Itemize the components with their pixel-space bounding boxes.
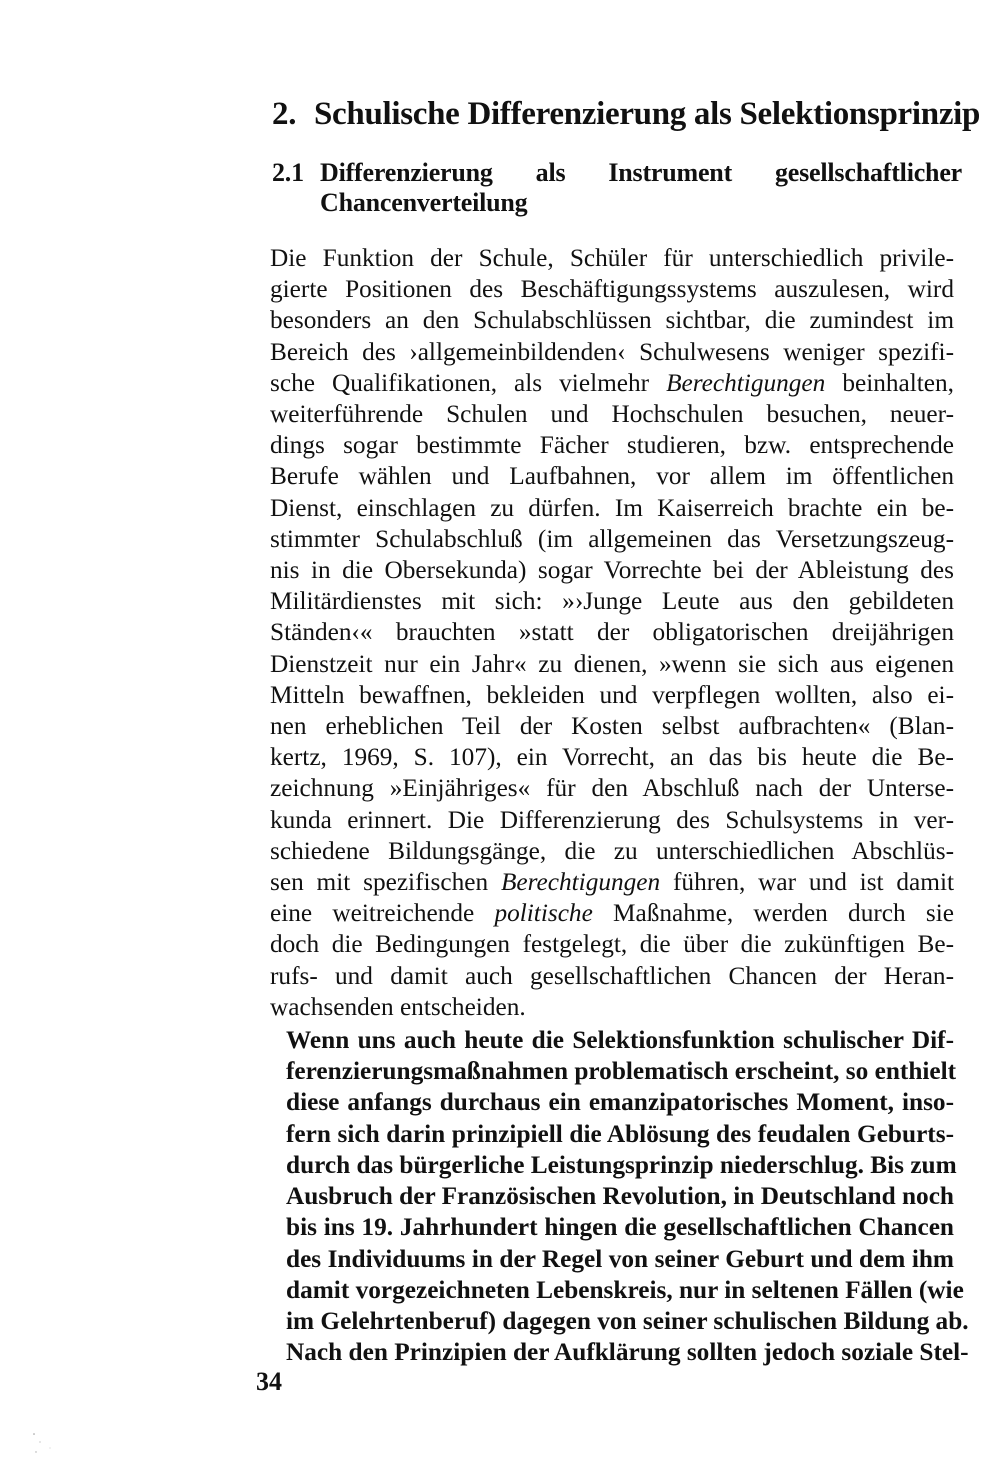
- text-line: nen erheblichen Teil der Kosten selbst aufbrachten« (Blan-: [270, 712, 954, 741]
- text-line: fern sich darin prinzipiell die Ablösung des feudalen Geburts-: [286, 1119, 954, 1148]
- paragraph: [270, 1025, 969, 1368]
- text-line: stimmter Schulabschluß (im allgemeinen das Versetzungszeug-: [270, 524, 954, 553]
- text-line: schiedene Bildungsgänge, die zu unterschiedlichen Abschlüs-: [270, 836, 954, 865]
- text-line: sche Qualifikationen, als vielmehr Berechtigungen beinhalten,: [270, 368, 955, 397]
- text-line: Mitteln bewaffnen, bekleiden und verpflegen wollten, also ei-: [270, 680, 954, 709]
- text-line: zeichnung »Einjähriges« für den Abschluß nach der Unterse-: [270, 774, 954, 803]
- text-line: eine weitreichende politische Maßnahme, werden durch sie: [270, 899, 954, 928]
- text-line: dings sogar bestimmte Fächer studieren, bzw. entsprechende: [270, 431, 954, 460]
- text-line: durch das bürgerliche Leistungsprinzip niederschlug. Bis zum: [286, 1150, 957, 1179]
- text-line: des Individuums in der Regel von seiner Geburt und dem ihm: [286, 1244, 954, 1273]
- text-line: sen mit spezifischen Berechtigungen führen, war und ist damit: [270, 868, 954, 897]
- text-line: kertz, 1969, S. 107), ein Vorrecht, an das bis heute die Be-: [270, 743, 954, 772]
- text-line: gierte Positionen des Beschäftigungssystems auszulesen, wird: [270, 275, 954, 304]
- text-line: Ständen‹« brauchten »statt der obligatorischen dreijährigen: [270, 618, 954, 647]
- text-line: im Gelehrtenberuf) dagegen von seiner schulischen Bildung ab.: [286, 1306, 969, 1335]
- text-line: kunda erinnert. Die Differenzierung des Schulsystems in ver-: [270, 805, 954, 834]
- text-line: Dienstzeit nur ein Jahr« zu dienen, »wenn sie sich aus eigenen: [270, 649, 954, 678]
- text-line: diese anfangs durchaus ein emanzipatorisches Moment, inso-: [286, 1088, 954, 1117]
- subsection-title: Differenzierung als Instrument gesellschaftlicher Chancenverteilung: [320, 158, 962, 217]
- text-line: Bereich des ›allgemeinbildenden‹ Schulwesens weniger spezifi-: [270, 337, 954, 366]
- subsection-number: 2.1: [272, 158, 304, 187]
- text-line: damit vorgezeichneten Lebenskreis, nur in seltenen Fällen (wie: [286, 1275, 964, 1304]
- text-line: Nach den Prinzipien der Aufklärung sollten jedoch soziale Stel-: [286, 1338, 969, 1367]
- section-heading: [272, 94, 981, 134]
- text-line: nis in die Obersekunda) sogar Vorrechte bei der Ableistung des: [270, 556, 954, 585]
- subsection-heading: [272, 158, 962, 218]
- text-line: doch die Bedingungen festgelegt, die über die zukünftigen Be-: [270, 930, 954, 959]
- text-line: Berufe wählen und Laufbahnen, vor allem im öffentlichen: [270, 462, 954, 491]
- paragraph: [270, 243, 954, 1023]
- text-line: rufs- und damit auch gesellschaftlichen Chancen der Heran-: [270, 961, 954, 990]
- text-line: Dienst, einschlagen zu dürfen. Im Kaiserreich brachte ein be-: [270, 493, 954, 522]
- page-number: 34: [256, 1367, 282, 1396]
- text-line: weiterführende Schulen und Hochschulen besuchen, neuer-: [270, 400, 954, 429]
- text-line: Die Funktion der Schule, Schüler für unterschiedlich privile-: [270, 244, 954, 272]
- text-line: besonders an den Schulabschlüssen sichtbar, die zumindest im: [270, 306, 954, 335]
- text-line: wachsenden entscheiden.: [270, 992, 526, 1021]
- scan-specks: [30, 1430, 70, 1460]
- text-line: Ausbruch der Französischen Revolution, in Deutschland noch: [286, 1182, 954, 1211]
- body-text: [270, 243, 969, 1368]
- text-line: ferenzierungsmaßnahmen problematisch erscheint, so enthielt: [286, 1057, 957, 1086]
- section-title: Schulische Differenzierung als Selektionsprinzip: [314, 96, 981, 132]
- text-line: Wenn uns auch heute die Selektionsfunktion schulischer Dif-: [286, 1026, 954, 1055]
- section-number: 2.: [272, 96, 297, 132]
- text-line: Militärdienstes mit sich: »›Junge Leute aus den gebildeten: [270, 587, 954, 616]
- text-line: bis ins 19. Jahrhundert hingen die gesellschaftlichen Chancen: [286, 1213, 954, 1242]
